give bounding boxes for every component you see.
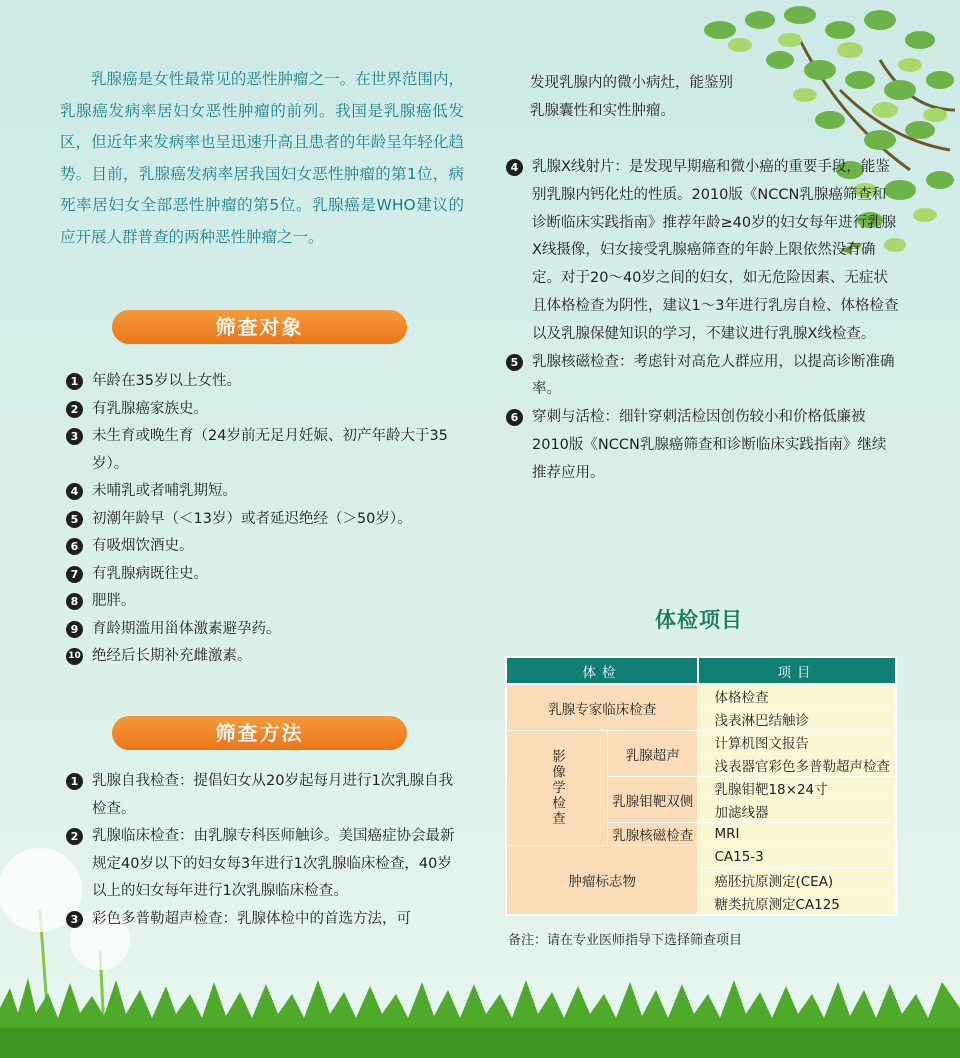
table-cell: 体格检查: [698, 684, 896, 708]
category-mammography: 乳腺钼靶双侧: [608, 777, 698, 823]
list-item: 6 有吸烟饮酒史。: [62, 533, 462, 561]
list-item: 9 育龄期滥用甾体激素避孕药。: [62, 616, 462, 644]
list-item: 1 年龄在35岁以上女性。: [62, 368, 462, 396]
number-badge: 7: [66, 566, 83, 583]
list-item: 5 初潮年龄早（＜13岁）或者延迟绝经（＞50岁）。: [62, 506, 462, 534]
table-cell: 浅表器官彩色多普勒超声检查: [698, 754, 896, 777]
number-badge: 4: [506, 159, 523, 176]
category-ultrasound: 乳腺超声: [608, 731, 698, 777]
list-item: 2 乳腺临床检查：由乳腺专科医师触诊。美国癌症协会最新规定40岁以下的妇女每3年进行1次乳腺临床检查，40岁以上的妇女每年进行1次乳腺临床检查。: [62, 823, 462, 906]
intro-paragraph: 乳腺癌是女性最常见的恶性肿瘤之一。在世界范围内，乳腺癌发病率居妇女恶性肿瘤的前列。我国是乳腺癌低发区，但近年来发病率也呈迅速升高且患者的年龄呈年轻化趋势。目前，乳腺癌发病率居我国妇女恶性肿瘤的第1位，病死率居妇女全部恶性肿瘤的第5位。乳腺癌是WHO建议的应开展人群普查的两种恶性肿瘤之一。: [60, 70, 464, 246]
list-item: 1 乳腺自我检查：提倡妇女从20岁起每月进行1次乳腺自我检查。: [62, 768, 462, 823]
list-item: 6 穿刺与活检：细针穿刺活检因创伤较小和价格低廉被2010版《NCCN乳腺癌筛查和诊断临床实践指南》继续推荐应用。: [502, 404, 900, 487]
number-badge: 5: [66, 511, 83, 528]
list-item: 7 有乳腺病既往史。: [62, 561, 462, 589]
column-header-items: 项目: [698, 657, 896, 684]
table-cell: 计算机图文报告: [698, 731, 896, 754]
table-cell: CA15-3: [698, 846, 896, 869]
number-badge: 2: [66, 828, 83, 845]
screening-methods-list: [62, 768, 462, 933]
number-badge: 8: [66, 593, 83, 610]
section-title-exam-items: 体检项目: [655, 608, 743, 632]
method-3-continuation: 发现乳腺内的微小病灶，能鉴别乳腺囊性和实性肿瘤。: [530, 75, 733, 119]
table-note: 备注：请在专业医师指导下选择筛查项目: [508, 933, 743, 948]
list-item: 4 乳腺X线射片：是发现早期癌和微小癌的重要手段，能鉴别乳腺内钙化灶的性质。2010版《NCCN乳腺癌筛查和诊断临床实践指南》推荐年龄≥40岁的妇女每年进行乳腺X线摄像，妇女接受乳腺癌筛查的年龄上限依然没有确定。对于20～40岁之间的妇女，如无危险因素、无症状且体格检查为阴性，建议1～3年进行乳房自检、体格检查以及乳腺保健知识的学习，不建议进行乳腺X线检查。: [502, 154, 900, 349]
number-badge: 3: [66, 911, 83, 928]
number-badge: 10: [66, 648, 83, 665]
screening-targets-list: [62, 368, 462, 671]
list-item: 3 彩色多普勒超声检查：乳腺体检中的首选方法，可: [62, 906, 462, 934]
table-cell: 糖类抗原测定CA125: [698, 892, 896, 916]
table-row: [506, 684, 896, 708]
list-item: 5 乳腺核磁检查：考虑针对高危人群应用，以提高诊断准确率。: [502, 349, 900, 405]
exam-items-table: [505, 656, 897, 916]
table-row: [506, 731, 896, 754]
table-row: [506, 846, 896, 869]
category-tumor-markers: 肿瘤标志物: [506, 846, 698, 916]
table-cell: 乳腺钼靶18×24寸: [698, 777, 896, 800]
table-cell: 癌胚抗原测定(CEA): [698, 869, 896, 892]
list-item: 8 肥胖。: [62, 588, 462, 616]
table-cell: MRI: [698, 823, 896, 846]
section-title-screening-targets: 筛查对象: [112, 310, 407, 344]
section-title-screening-methods: 筛查方法: [112, 716, 407, 750]
number-badge: 6: [506, 409, 523, 426]
category-clinical: 乳腺专家临床检查: [506, 684, 698, 731]
number-badge: 1: [66, 773, 83, 790]
number-badge: 2: [66, 401, 83, 418]
list-item: 3 未生育或晚生育（24岁前无足月妊娠、初产年龄大于35岁）。: [62, 423, 462, 478]
number-badge: 1: [66, 373, 83, 390]
list-item: 4 未哺乳或者哺乳期短。: [62, 478, 462, 506]
table-cell: 加滤线器: [698, 800, 896, 823]
list-item: 2 有乳腺癌家族史。: [62, 396, 462, 424]
category-imaging: 影像学检查: [506, 731, 608, 846]
category-mri: 乳腺核磁检查: [608, 823, 698, 846]
number-badge: 9: [66, 621, 83, 638]
column-header-exam: 体检: [506, 657, 698, 684]
list-item: 10 绝经后长期补充雌激素。: [62, 643, 462, 671]
table-cell: 浅表淋巴结触诊: [698, 708, 896, 731]
number-badge: 6: [66, 538, 83, 555]
table-header-row: [506, 657, 896, 684]
number-badge: 3: [66, 428, 83, 445]
number-badge: 4: [66, 483, 83, 500]
screening-methods-list-right: [502, 154, 900, 488]
number-badge: 5: [506, 354, 523, 371]
grass-illustration: [0, 968, 960, 1058]
